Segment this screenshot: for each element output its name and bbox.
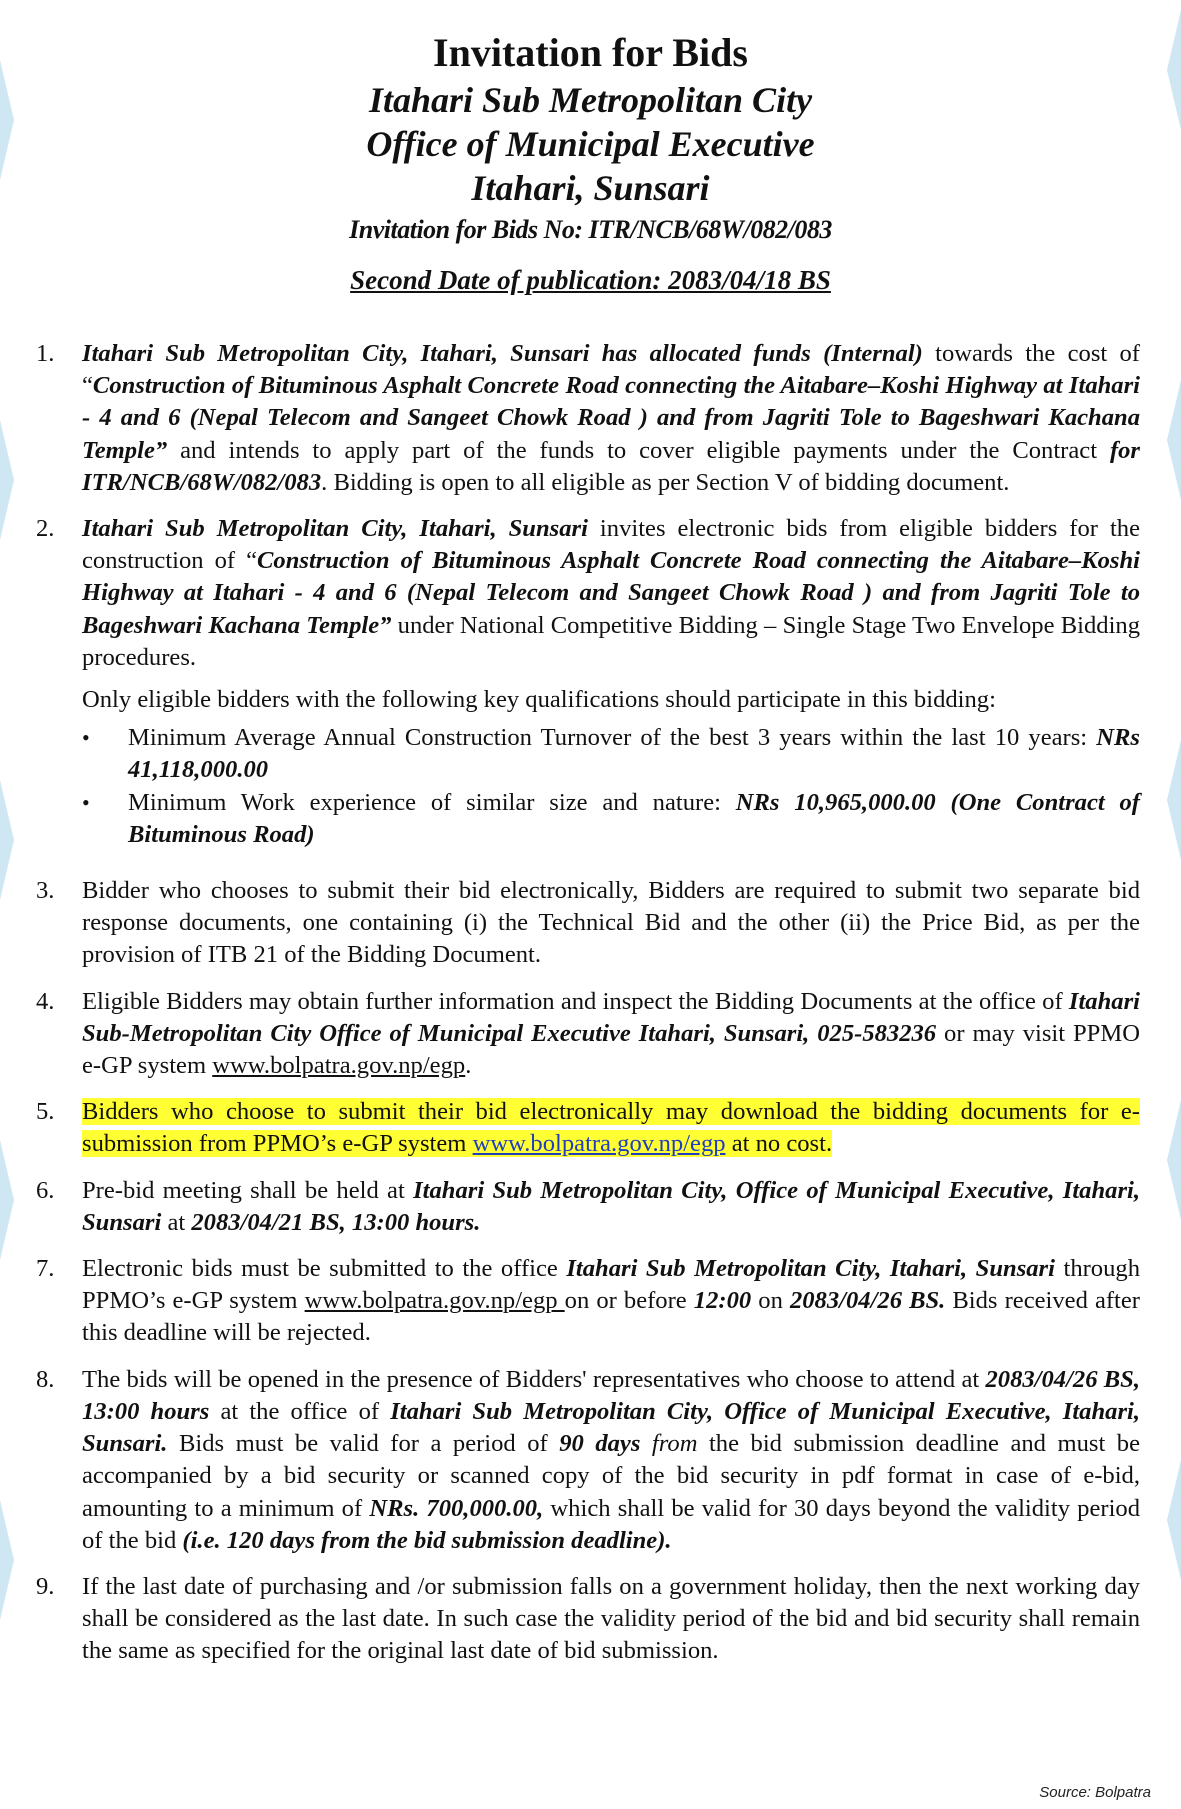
list-item: • Minimum Average Annual Construction Turnover of the best 3 years within the last 10 years: NRs 41,118,000.00: [82, 722, 1140, 786]
clause-3: [36, 875, 1140, 972]
clause-text: Pre-bid meeting shall be held at Itahari Sub Metropolitan City, Office of Municipal Executive, Itahari, Sunsari at 2083/04/21 BS, 13:00 hours.: [82, 1176, 1140, 1236]
clause-text: Itahari Sub Metropolitan City, Itahari, Sunsari invites electronic bids from eligible bidders for the construction of “Construction of Bituminous Asphalt Concrete Road connecting the Aitabare–Koshi Highway at Itahari - 4 and 6 (Nepal Telecom and Sangeet Chowk Road ) and from Jagriti Tole to Bageshwari Kachana Temple” under National Competitive Bidding – Single Stage Two Envelope Bidding procedures. Only eligible bidders with the following key qualifications should participate in this bidding: • Minimum Average Annual Construction Turnover of the best 3 years within the last 10 years: NRs 41,118,000.00 • Minimum Work experience of similar size and nature: NRs 10,965,000.00 (One Contract of Bituminous Road): [82, 513, 1140, 861]
watermark-arrow-right: [1167, 1460, 1181, 1580]
clause-text: Bidder who chooses to submit their bid electronically, Bidders are required to submit two separate bid response documents, one containing (i) the Technical Bid and the other (ii) the Price Bid, as per the provision of ITB 21 of the Bidding Document.: [82, 877, 1140, 969]
clause-text: Electronic bids must be submitted to the office Itahari Sub Metropolitan City, Itahari, Sunsari through PPMO’s e-GP system www.bolpatra.gov.np/egp on or before 12:00 on 2083/04/26 BS. Bids received after this deadline will be rejected.: [82, 1255, 1140, 1347]
clause-number: 5.: [36, 1098, 55, 1126]
clause-number: 6.: [36, 1176, 55, 1204]
clause-4: [36, 986, 1140, 1083]
document-body: [36, 338, 1140, 1682]
clause-text-highlighted: Bidders who choose to submit their bid electronically may download the bidding documents for e-submission from PPMO’s e-GP system www.bolpatra.gov.np/egp at no cost.: [82, 1098, 1140, 1158]
watermark-arrow-right: [1167, 1100, 1181, 1220]
watermark-arrow-right: [1167, 10, 1181, 130]
clause-7: [36, 1253, 1140, 1350]
clause-5: [36, 1096, 1140, 1160]
issuer-office: Office of Municipal Executive: [366, 124, 815, 164]
clause-1: [36, 338, 1140, 499]
watermark-arrow-left: [0, 60, 14, 180]
clause-text: The bids will be opened in the presence of Bidders' representatives who choose to attend at 2083/04/26 BS, 13:00 hours at the office of Itahari Sub Metropolitan City, Office of Municipal Executive, Itahari, Sunsari. Bids must be valid for a period of 90 days from the bid submission deadline and must be accompanied by a bid security or scanned copy of the bid security in pdf format in case of e-bid, amounting to a minimum of NRs. 700,000.00, which shall be valid for 30 days beyond the validity period of the bid (i.e. 120 days from the bid submission deadline).: [82, 1365, 1141, 1554]
clause-number: 9.: [36, 1572, 55, 1600]
publication-date: Second Date of publication: 2083/04/18 BS: [350, 265, 831, 295]
clause-number: 1.: [36, 340, 55, 367]
clause-6: [36, 1175, 1140, 1239]
clause-number: 4.: [36, 987, 55, 1015]
watermark-arrow-left: [0, 1140, 14, 1260]
bullet-icon: •: [82, 725, 90, 751]
qualifications-intro: Only eligible bidders with the following key qualifications should participate in this bidding:: [82, 686, 996, 714]
document-header: [0, 0, 1181, 300]
clause-text: Eligible Bidders may obtain further information and inspect the Bidding Documents at the office of Itahari Sub-Metropolitan City Office of Municipal Executive Itahari, Sunsari, 025-583236 or may visit PPMO e-GP system www.bolpatra.gov.np/egp.: [82, 987, 1140, 1080]
egp-link[interactable]: www.bolpatra.gov.np/egp: [212, 1052, 466, 1080]
bullet-icon: •: [82, 789, 90, 815]
clause-2: [36, 513, 1140, 861]
clause-number: 8.: [36, 1365, 55, 1393]
qualifications-list: [82, 722, 1140, 851]
clause-number: 7.: [36, 1255, 55, 1283]
clause-text: If the last date of purchasing and /or submission falls on a government holiday, then the next working day shall be considered as the last date. In such case the validity period of the bid and bid security shall remain the same as specified for the original last date of bid submission.: [82, 1572, 1140, 1665]
issuer-name: Itahari Sub Metropolitan City: [368, 80, 813, 120]
clause-9: [36, 1571, 1140, 1668]
clause-8: [36, 1364, 1140, 1557]
source-credit: Source: Bolpatra: [1039, 1784, 1151, 1801]
ifb-number: Invitation for Bids No: ITR/NCB/68W/082/083: [349, 215, 832, 244]
clause-number: 2.: [36, 515, 55, 543]
document-title: Invitation for Bids: [433, 30, 748, 75]
clause-text: Itahari Sub Metropolitan City, Itahari, Sunsari has allocated funds (Internal) towards the cost of “Construction of Bituminous Asphalt Concrete Road connecting the Aitabare–Koshi Highway at Itahari - 4 and 6 (Nepal Telecom and Sangeet Chowk Road ) and from Jagriti Tole to Bageshwari Kachana Temple” and intends to apply part of the funds to cover eligible payments under the Contract for ITR/NCB/68W/082/083. Bidding is open to all eligible as per Section V of bidding document.: [82, 340, 1140, 496]
watermark-arrow-right: [1167, 740, 1181, 860]
egp-link[interactable]: www.bolpatra.gov.np/egp: [472, 1130, 726, 1158]
watermark-arrow-left: [0, 780, 14, 900]
egp-link[interactable]: www.bolpatra.gov.np/egp: [304, 1287, 565, 1315]
clause-number: 3.: [36, 877, 55, 905]
issuer-location: Itahari, Sunsari: [471, 168, 710, 208]
watermark-arrow-left: [0, 420, 14, 540]
watermark-arrow-right: [1167, 380, 1181, 500]
watermark-arrow-left: [0, 1500, 14, 1620]
list-item: • Minimum Work experience of similar size and nature: NRs 10,965,000.00 (One Contract of Bituminous Road): [82, 787, 1140, 851]
